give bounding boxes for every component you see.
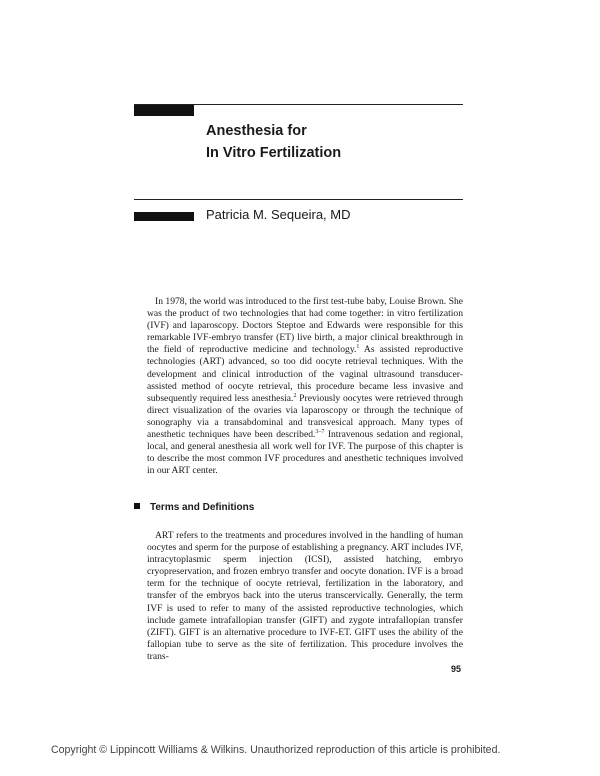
reference-2: 2 <box>293 392 297 399</box>
intro-text-4: Intravenous sedation and regional, local, and general anesthesia all work well for IVF. The purpose of this chapter is to describe the most common IVF procedures and anesthetic techniques involved in our ART center. <box>147 429 463 477</box>
section-heading-text: Terms and Definitions <box>150 502 255 513</box>
reference-3-7: 3–7 <box>315 428 325 435</box>
intro-paragraph <box>147 296 463 477</box>
copyright-footer: Copyright © Lippincott Williams & Wilkins. Unauthorized reproduction of this article is prohibited. <box>51 744 501 756</box>
author-rule <box>134 199 463 200</box>
article-title-line-2: In Vitro Fertilization <box>206 145 342 161</box>
intro-text-3: Previously oocytes were retrieved through direct visualization of the ovaries via laparoscopy or through the technique of sonography via a transabdominal and transvesical approach. Many types of anesthetic techniques have been described. <box>147 392 463 441</box>
header-black-bar-top <box>134 104 194 116</box>
intro-text-1: In 1978, the world was introduced to the first test-tube baby, Louise Brown. She was the product of two technologies that had come together: in vitro fertilization (IVF) and laparoscopy. Doctors Steptoe and Edwards were responsible for this remarkable IVF-embryo transfer (ET) live birth, a major clinical breakthrough in the field of reproductive medicine and technology. <box>147 296 463 356</box>
section-bullet-icon <box>134 503 140 509</box>
header-rule-top <box>134 104 463 105</box>
article-title-line-1: Anesthesia for <box>206 123 307 139</box>
intro-text-2: As assisted reproductive technologies (ART) advanced, so too did oocyte retrieval techniques. With the development and clinical introduction of the vaginal ultrasound transducer-assisted method of oocyte retrieval, this procedure became less invasive and subsequently required less anesthesia. <box>147 344 463 404</box>
page-number: 95 <box>451 664 462 674</box>
reference-1: 1 <box>356 344 360 351</box>
section-body-text: ART refers to the treatments and procedures involved in the handling of human oocytes and sperm for the purpose of establishing a pregnancy. ART includes IVF, intracytoplasmic sperm injection (ICSI), assisted hatching, embryo cryopreservation, and frozen embryo transfer and oocyte donation. IVF is a broad term for the technique of oocyte retrieval, fertilization in the laboratory, and transfer of the embryos back into the uterus transcervically. Generally, the term IVF is used to refer to many of the assisted reproductive technologies, which include gamete intrafallopian transfer (GIFT) and zygote intrafallopian transfer (ZIFT). GIFT is an alternative procedure to IVF-ET. GIFT uses the ability of the fallopian tube to serve as the site of fertilization. This procedure involves the trans- <box>147 530 463 662</box>
section-heading <box>134 502 254 513</box>
author-name: Patricia M. Sequeira, MD <box>206 207 351 222</box>
section-paragraph <box>147 530 463 663</box>
author-black-bar <box>134 212 194 221</box>
